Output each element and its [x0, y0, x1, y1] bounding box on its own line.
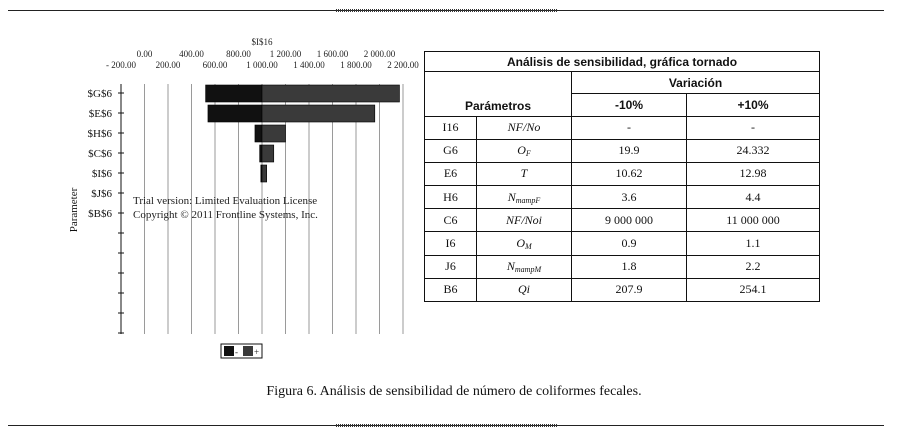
row-param-name	[477, 232, 572, 255]
top-tick-label: 400.00	[179, 49, 204, 59]
row-param-name	[477, 139, 572, 162]
table-row	[425, 255, 820, 278]
row-plus-value: 254.1	[687, 278, 820, 301]
row-cell-ref: I16	[425, 116, 477, 139]
row-plus-value: 2.2	[687, 255, 820, 278]
watermark-line-2: Copyright © 2011 Frontline Systems, Inc.	[133, 209, 318, 221]
category-label: $H$6	[87, 128, 112, 140]
row-plus-value: -	[687, 116, 820, 139]
table-title: Análisis de sensibilidad, gráfica tornado	[425, 52, 820, 72]
param-subscript: mampM	[514, 265, 542, 275]
table-row	[425, 278, 820, 301]
row-param-name	[477, 162, 572, 185]
legend-swatch-minus	[224, 346, 234, 356]
bottom-tick-label: 200.00	[155, 60, 181, 70]
tornado-chart	[0, 0, 420, 370]
row-cell-ref: H6	[425, 186, 477, 209]
bottom-tick-label: - 200.00	[106, 60, 136, 70]
table-row	[425, 232, 820, 255]
category-label: $J$6	[91, 188, 112, 200]
bar-plus	[262, 125, 286, 142]
param-subscript: mampF	[515, 195, 541, 205]
table-row	[425, 209, 820, 232]
row-plus-value: 24.332	[687, 139, 820, 162]
watermark-line-1: Trial version: Limited Evaluation License	[133, 195, 318, 207]
legend-label-plus: +	[254, 347, 260, 357]
row-param-name	[477, 209, 572, 232]
category-label: $E$6	[88, 108, 112, 120]
row-minus-value: 207.9	[572, 278, 687, 301]
row-plus-value: 4.4	[687, 186, 820, 209]
param-symbol: N	[507, 189, 516, 204]
bar-plus	[262, 145, 274, 162]
top-tick-label: 1 200.00	[269, 49, 302, 59]
bottom-tick-label: 2 200.00	[387, 60, 419, 70]
top-tick-label: 2 000.00	[363, 49, 396, 59]
top-tick-label: 800.00	[226, 49, 251, 59]
legend-swatch-plus	[243, 346, 253, 356]
row-minus-value: 19.9	[572, 139, 687, 162]
row-param-name	[477, 116, 572, 139]
param-header: Parámetros	[425, 72, 572, 116]
bar-plus	[262, 105, 375, 122]
row-param-name	[477, 255, 572, 278]
bar-plus	[262, 85, 399, 102]
row-minus-value: 1.8	[572, 255, 687, 278]
bottom-tick-label: 600.00	[202, 60, 228, 70]
category-label: $B$6	[88, 208, 112, 220]
category-label: $I$6	[91, 168, 112, 180]
param-symbol: NF/No	[507, 120, 541, 135]
bar-minus	[206, 85, 262, 102]
sensitivity-table	[424, 51, 820, 302]
row-minus-value: 0.9	[572, 232, 687, 255]
bar-plus	[262, 165, 267, 182]
param-symbol: O	[517, 143, 526, 158]
row-minus-value: 9 000 000	[572, 209, 687, 232]
chart-title: $I$16	[251, 37, 273, 47]
top-tick-label: 0.00	[136, 49, 153, 59]
plus-header: +10%	[687, 94, 820, 116]
table-row	[425, 139, 820, 162]
bar-minus	[255, 125, 262, 142]
bottom-tick-label: 1 000.00	[246, 60, 278, 70]
param-symbol: NF/Noi	[505, 212, 542, 227]
minus-header: -10%	[572, 94, 687, 116]
param-subscript: F	[525, 149, 531, 159]
row-plus-value: 12.98	[687, 162, 820, 185]
row-cell-ref: C6	[425, 209, 477, 232]
row-minus-value: 10.62	[572, 162, 687, 185]
bottom-tick-label: 1 400.00	[293, 60, 325, 70]
figure-caption: Figura 6. Análisis de sensibilidad de número de coliformes fecales.	[266, 384, 642, 399]
table-row	[425, 116, 820, 139]
row-cell-ref: I6	[425, 232, 477, 255]
bar-minus	[260, 145, 262, 162]
param-symbol: O	[516, 235, 525, 250]
row-param-name	[477, 278, 572, 301]
param-symbol: N	[506, 259, 515, 274]
row-cell-ref: B6	[425, 278, 477, 301]
param-symbol: Qi	[518, 282, 530, 297]
row-minus-value: 3.6	[572, 186, 687, 209]
param-symbol: T	[520, 166, 528, 181]
row-minus-value: -	[572, 116, 687, 139]
row-cell-ref: G6	[425, 139, 477, 162]
table-row	[425, 162, 820, 185]
category-label: $G$6	[87, 88, 112, 100]
param-subscript: M	[525, 241, 532, 251]
top-tick-label: 1 600.00	[316, 49, 349, 59]
bar-minus	[208, 105, 262, 122]
row-param-name	[477, 186, 572, 209]
row-cell-ref: E6	[425, 162, 477, 185]
bottom-tick-label: 1 800.00	[340, 60, 372, 70]
category-label: $C$6	[88, 148, 112, 160]
row-plus-value: 11 000 000	[687, 209, 820, 232]
row-plus-value: 1.1	[687, 232, 820, 255]
variation-header: Variación	[572, 72, 820, 94]
bottom-dotted-ornament	[336, 424, 558, 427]
row-cell-ref: J6	[425, 255, 477, 278]
table-row	[425, 186, 820, 209]
legend-label-minus: -	[235, 347, 238, 357]
y-axis-label: Parameter	[68, 187, 80, 233]
